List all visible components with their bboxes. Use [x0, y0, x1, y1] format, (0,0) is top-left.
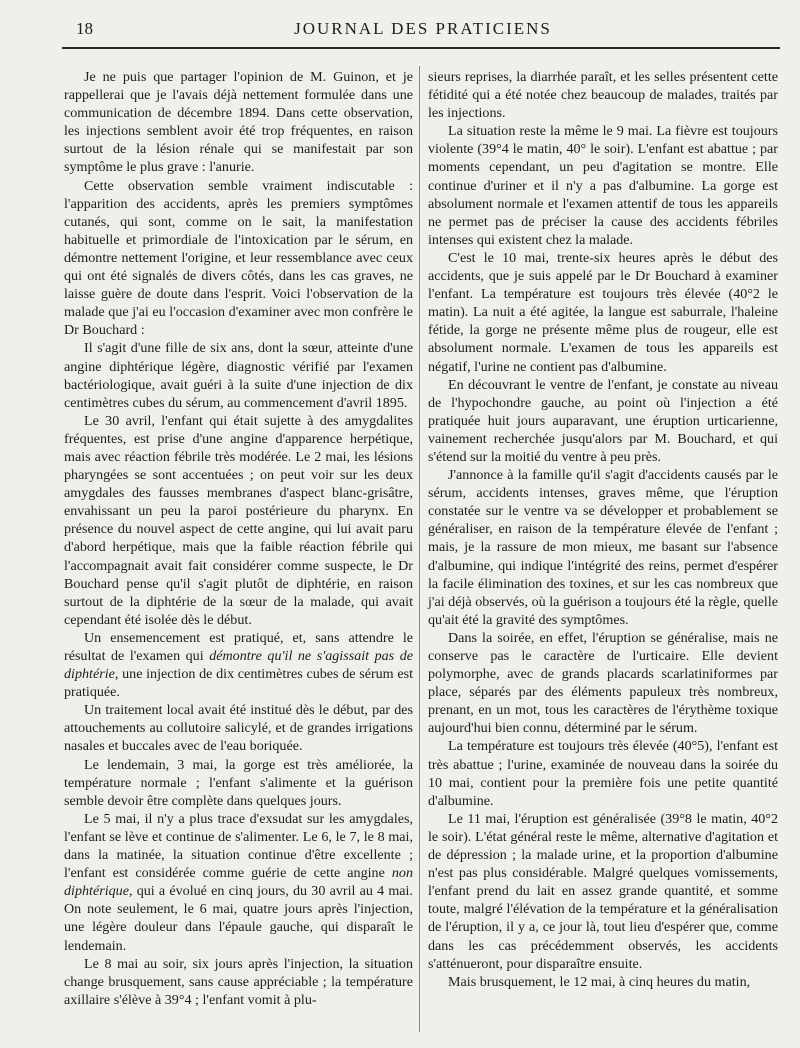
page-number: 18: [76, 19, 93, 38]
text-run: , une injection de dix centimètres cubes de sérum est pratiquée.: [64, 666, 413, 701]
left-column: [64, 68, 413, 1009]
italic-text: démontre qu'il ne s'agissait pas de diphtérie: [64, 648, 413, 683]
italic-text: non diphtérique: [64, 865, 413, 900]
text-run: , qui a évolué en cinq jours, du 30 avril au 4 mai. On note seulement, le 6 mai, quatre jours après l'injection, une légère douleur dans l'épaule gauche, qui disparaît le lendemain.: [64, 883, 413, 954]
paragraph: [64, 810, 413, 955]
paragraph: Cette observation semble vraiment indiscutable : l'apparition des accidents, après les premiers symptômes cutanés, qui sont, comme on le sait, la manifestation habituelle et primordiale de l'intoxication par le sérum, en démontre nettement l'origine, et leur ressemblance avec ceux qui ont été signalés de divers côtés, dans les cas graves, ne laisse guère de doute dans l'esprit. Voici l'observation de la malade que j'ai eu l'occasion d'examiner avec mon confrère le Dr Bouchard :: [64, 177, 413, 339]
right-column: [428, 68, 778, 991]
paragraph: La température est toujours très élevée (40°5), l'enfant est très abattue ; l'urine, examinée de nouveau dans la soirée du 10 mai, contient pour la première fois une petite quantité d'albumine.: [428, 738, 778, 809]
paragraph: Il s'agit d'une fille de six ans, dont la sœur, atteinte d'une angine diphtérique légère, diagnostic vérifié par l'examen bactériologique, avait guéri à la suite d'une injection de dix centimètres cubes du sérum, au commencement d'avril 1895.: [64, 340, 413, 411]
paragraph: Un traitement local avait été institué dès le début, par des attouchements au collutoire salicylé, et de grandes irrigations nasales et buccales avec de l'eau boriquée.: [64, 702, 413, 755]
paragraph: La situation reste la même le 9 mai. La fièvre est toujours violente (39°4 le matin, 40° le soir). L'enfant est abattue ; par moments cependant, un peu d'agitation se montre. Elle continue d'uriner et il n'y a pas d'albumine. La gorge est absolument normale et l'examen attentif de tous les appareils ne permet pas de préciser la cause des accidents fébriles intenses qui existent chez la malade.: [428, 123, 778, 248]
page-header: [62, 19, 784, 47]
paragraph: Je ne puis que partager l'opinion de M. Guinon, et je rappellerai que je l'avais déjà nettement formulée dans une communication de décembre 1894. Dans cette observation, les injections semblent avoir été trop fréquentes, en raison surtout de la lésion rénale qui se manifestait par son symptôme le plus grave : l'anurie.: [64, 69, 413, 176]
header-rule: [62, 47, 780, 49]
text-run: Le 5 mai, il n'y a plus trace d'exsudat sur les amygdales, l'enfant se lève et continue de s'alimenter. Le 6, le 7, le 8 mai, dans la matinée, la situation continue d'être excellente ; l'enfant est considérée comme guérie de cette angine: [64, 810, 413, 882]
paragraph-continued: sieurs reprises, la diarrhée paraît, et les selles présentent cette fétidité qui a été notée chez beaucoup de malades, traités par les injections.: [428, 69, 778, 122]
paragraph: Le 8 mai au soir, six jours après l'injection, la situation change brusquement, sans cause appréciable ; la température axillaire s'élève à 39°4 ; l'enfant vomit à plu-: [64, 955, 413, 1008]
paragraph: Le lendemain, 3 mai, la gorge est très améliorée, la température normale ; l'enfant s'alimente et la guérison semble devoir être complète dans quelques jours.: [64, 756, 413, 809]
text-run: Un ensemencement est pratiqué, et, sans attendre le résultat de l'examen qui: [64, 629, 413, 664]
paragraph: C'est le 10 mai, trente-six heures après le début des accidents, que je suis appelé par le Dr Bouchard à examiner l'enfant. La température est toujours très élevée (40°2 le matin). La nuit a été agitée, la langue est saburrale, l'haleine fétide, la gorge ne présente même plus de rougeur, elle est absolument normale. L'examen de tous les appareils est négatif, l'urine ne contient pas d'albumine.: [428, 249, 778, 375]
paragraph: Dans la soirée, en effet, l'éruption se généralise, mais ne conserve pas le caractère de l'urticaire. Elle devient polymorphe, avec de grands placards scarlatiniformes par place, séparés par des éléments papuleux très nombreux, prenant, en un mot, tous les caractères de l'érythème toxique aujourd'hui bien connu, déterminé par le sérum.: [428, 629, 778, 737]
running-title: JOURNAL DES PRATICIENS: [294, 19, 552, 38]
paragraph: [64, 629, 413, 701]
paragraph: En découvrant le ventre de l'enfant, je constate au niveau de l'hypochondre gauche, au point où l'injection a été pratiquée huit jours auparavant, une éruption urticarienne, vainement recherchée jusqu'alors par M. Bouchard, et qui s'étend sur la moitié du ventre à peu près.: [428, 376, 778, 465]
paragraph: Le 30 avril, l'enfant qui était sujette à des amygdalites fréquentes, est prise d'une angine d'apparence herpétique, mais avec réaction fébrile très modérée. Le 2 mai, les lésions pharyngées se sont accentuées ; on peut voir sur les deux amygdales des fausses membranes d'aspect blanc-grisâtre, envahissant un peu la paroi postérieure du pharynx. En présence du nouvel aspect de cette angine, qui lui avait paru d'abord herpétique, mais que la faible réaction fébrile qui l'accompagnait avait fait considérer comme suspecte, le Dr Bouchard pense qu'il s'agit plutôt de diphtérie, en raison surtout de la diphtérie de la sœur de la malade, qui avait cependant été isolée dès le début.: [64, 412, 413, 628]
paragraph: Mais brusquement, le 12 mai, à cinq heures du matin,: [448, 973, 751, 990]
column-divider: [419, 66, 420, 1032]
paragraph: Le 11 mai, l'éruption est généralisée (39°8 le matin, 40°2 le soir). L'état général reste le même, alternative d'agitation et de dépression ; la malade urine, et la proportion d'albumine n'est pas plus considérable. Malgré quelques vomissements, l'enfant prend du lait en assez grande quantité, et somme toute, malgré l'élévation de la température et la généralisation de l'éruption, il y a, ce jour là, tout lieu d'espérer que, comme dans les cas précédemment observés, les accidents s'atténueront, pour disparaître ensuite.: [428, 810, 778, 972]
paragraph: J'annonce à la famille qu'il s'agit d'accidents causés par le sérum, accidents intenses, graves même, que l'éruption constatée sur le ventre va se développer et probablement se généraliser, en raison de la température élevée de l'enfant ; mais, je la rassure de mon mieux, me basant sur l'absence d'albumine, qui indique l'intégrité des reins, permet d'espérer la facile élimination des toxines, et sur les cas nombreux que j'ai déjà observés, où la guérison a toujours été la règle, quelle qu'ait été la gravité des symptômes.: [428, 467, 778, 628]
